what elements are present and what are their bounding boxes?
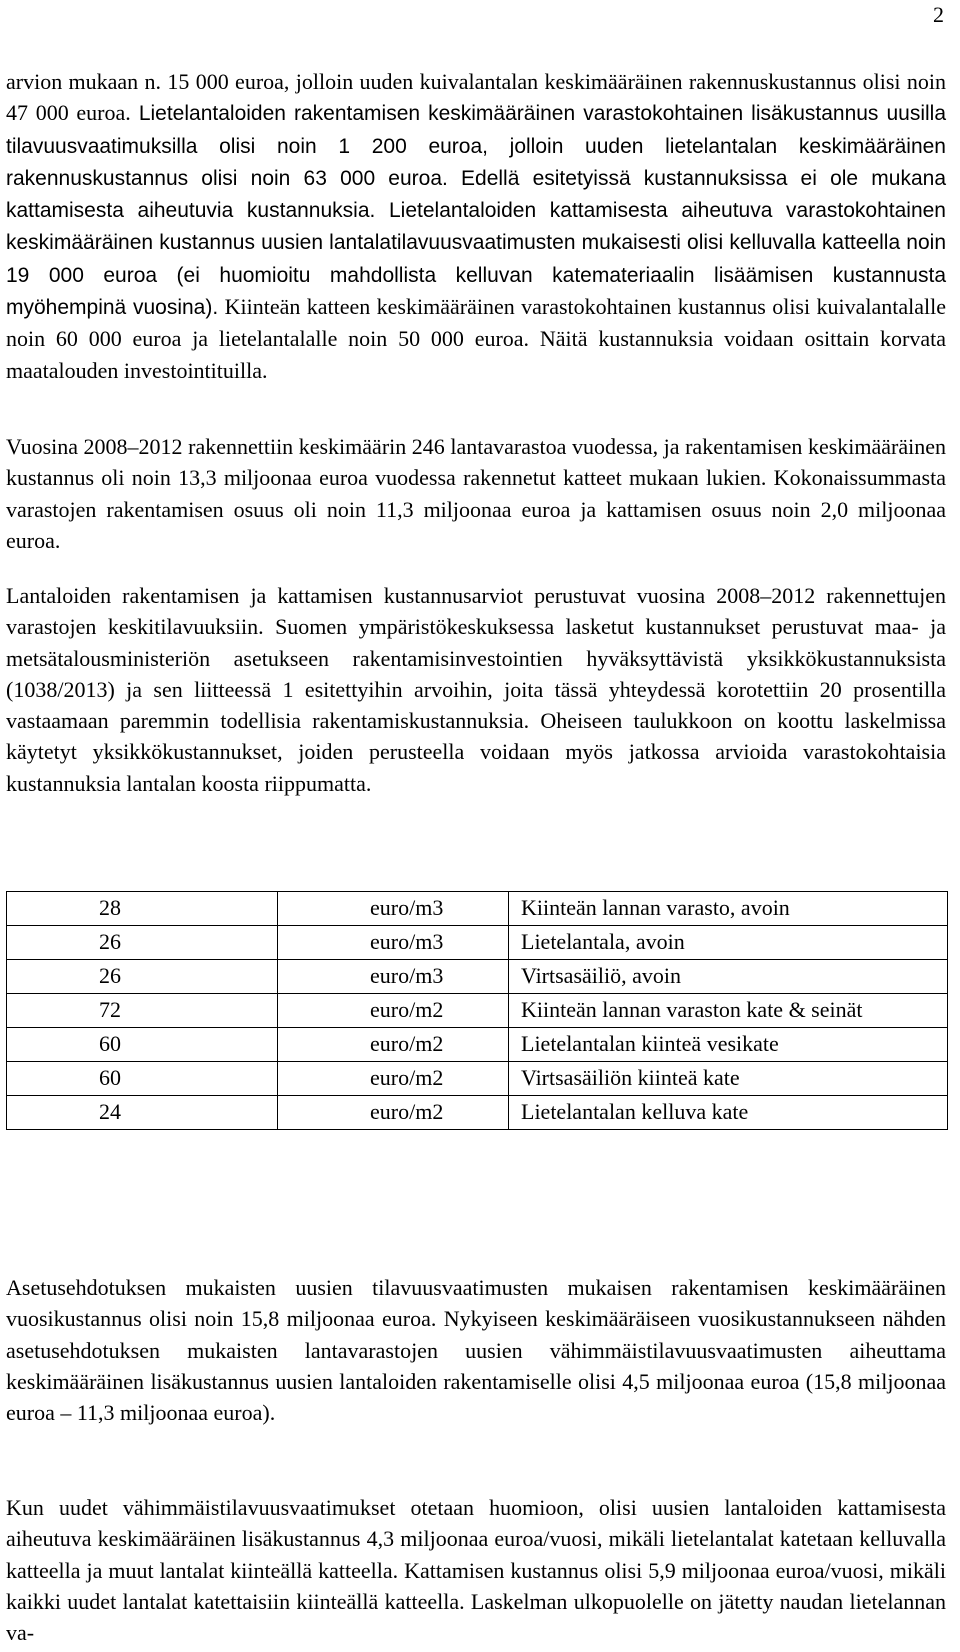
paragraph-construction-2008-2012: Vuosina 2008–2012 rakennettiin keskimäärin 246 lantavarastoa vuodessa, ja rakentamisen keskimääräinen kustannus oli noin 13,3 miljoonaa euroa vuodessa rakennetut katteet mukaan lukien. Kokonaissummasta varastojen rakentamisen osuus oli noin 11,3 miljoonaa euroa ja kattamisen osuus noin 2,0 miljoonaa euroa. bbox=[6, 434, 946, 553]
cost-unit: euro/m3 bbox=[278, 926, 509, 960]
table-row bbox=[7, 1062, 948, 1096]
unit-cost-table bbox=[6, 891, 948, 1130]
cost-value: 28 bbox=[7, 892, 278, 926]
paragraph-annual-cost: Asetusehdotuksen mukaisten uusien tilavuusvaatimusten mukaisen rakentamisen keskimääräinen vuosikustannus olisi noin 15,8 miljoonaa euroa. Nykyiseen keskimääräiseen vuosikustannukseen nähden asetusehdotuksen mukaisten lantavarastojen uusien vähimmäistilavuusvaatimusten aiheuttama keskimääräinen lisäkustannus uusien lantaloiden rakentamiselle olisi 4,5 miljoonaa euroa (15,8 miljoonaa euroa – 11,3 miljoonaa euroa). bbox=[6, 1275, 946, 1426]
cost-item: Lietelantalan kelluva kate bbox=[509, 1096, 948, 1130]
cost-value: 24 bbox=[7, 1096, 278, 1130]
paragraph-text: arvion mukaan n. 15 000 euroa, jolloin uuden kuivalantalan keskimääräinen rakennuskustannus olisi noin 47 000 euroa. bbox=[6, 69, 946, 126]
cost-value: 26 bbox=[7, 960, 278, 994]
table-row bbox=[7, 926, 948, 960]
table-row bbox=[7, 892, 948, 926]
cost-unit: euro/m3 bbox=[278, 892, 509, 926]
paragraph-covering-cost: Kun uudet vähimmäistilavuusvaatimukset otetaan huomioon, olisi uusien lantaloiden kattamisesta aiheutuva keskimääräinen lisäkustannus 4,3 miljoonaa euroa/vuosi, mikäli lietelantalat katetaan kelluvalla katteella ja muut lantalat kiinteällä katteella. Kattamisen kustannus olisi 5,9 miljoonaa euroa/vuosi, mikäli kaikki uudet lantalat katettaisiin kiinteällä katteella. Laskelman ulkopuolelle on jätetty naudan lietelannan va- bbox=[6, 1495, 946, 1646]
paragraph-text: Kiinteän katteen keskimääräinen varastokohtainen kustannus olisi kuivalantalalle noin 60 000 euroa ja lietelantalalle noin 50 000 euroa. Näitä kustannuksia voidaan osittain korvata maatalouden investointituilla. bbox=[6, 294, 947, 383]
cost-item: Virtsasäiliön kiinteä kate bbox=[509, 1062, 948, 1096]
cost-item: Virtsasäiliö, avoin bbox=[509, 960, 948, 994]
cost-item: Lietelantala, avoin bbox=[509, 926, 948, 960]
cost-unit: euro/m2 bbox=[278, 1096, 509, 1130]
cost-unit: euro/m2 bbox=[278, 1062, 509, 1096]
table-row bbox=[7, 1028, 948, 1062]
cost-unit: euro/m2 bbox=[278, 1028, 509, 1062]
cost-value: 60 bbox=[7, 1028, 278, 1062]
table-row bbox=[7, 1096, 948, 1130]
paragraph-text-sans: Lietelantaloiden rakentamisen keskimääräinen varastokohtainen lisäkustannus uusilla tilavuusvaatimuksilla olisi noin 1 200 euroa, jolloin uuden lietelantalan keskimääräinen rakennuskustannus olisi noin 63 000 euroa. Edellä esitetyissä kustannuksissa ei ole mukana kattamisesta aiheutuvia kustannuksia. Lietelantaloiden kattamisesta aiheutuva varastokohtainen keskimääräinen kustannus uusien lantalatilavuusvaatimusten mukaisesti olisi kelluvalla katteella noin 19 000 euroa (ei huomioitu mahdollista kelluvan katemateriaalin lisäämisen kustannusta myöhempinä vuosina). bbox=[6, 102, 947, 320]
page-number: 2 bbox=[933, 2, 944, 27]
table-row bbox=[7, 994, 948, 1028]
table-row bbox=[7, 960, 948, 994]
paragraph-cost-estimates: Lantaloiden rakentamisen ja kattamisen kustannusarviot perustuvat vuosina 2008–2012 rakennettujen varastojen keskitilavuuksiin. Suomen ympäristökeskuksessa lasketut kustannukset perustuvat maa- ja metsätalousministeriön asetukseen rakentamisinvestointien hyväksyttävistä yksikkökustannuksista (1038/2013) ja sen liitteessä 1 esitettyihin arvoihin, joita tässä yhteydessä korotettiin 20 prosentilla vastaamaan paremmin todellisia rakentamiskustannuksia. Oheiseen taulukkoon on koottu laskelmissa käytetyt yksikkökustannukset, joiden perusteella voidaan myös jatkossa arvioida varastokohtaisia kustannuksia lantalan koosta riippumatta. bbox=[6, 583, 946, 796]
cost-value: 72 bbox=[7, 994, 278, 1028]
cost-unit: euro/m2 bbox=[278, 994, 509, 1028]
paragraph-manure-storage-costs bbox=[6, 66, 946, 386]
cost-value: 60 bbox=[7, 1062, 278, 1096]
cost-value: 26 bbox=[7, 926, 278, 960]
cost-item: Kiinteän lannan varaston kate & seinät bbox=[509, 994, 948, 1028]
cost-item: Kiinteän lannan varasto, avoin bbox=[509, 892, 948, 926]
cost-item: Lietelantalan kiinteä vesikate bbox=[509, 1028, 948, 1062]
cost-unit: euro/m3 bbox=[278, 960, 509, 994]
